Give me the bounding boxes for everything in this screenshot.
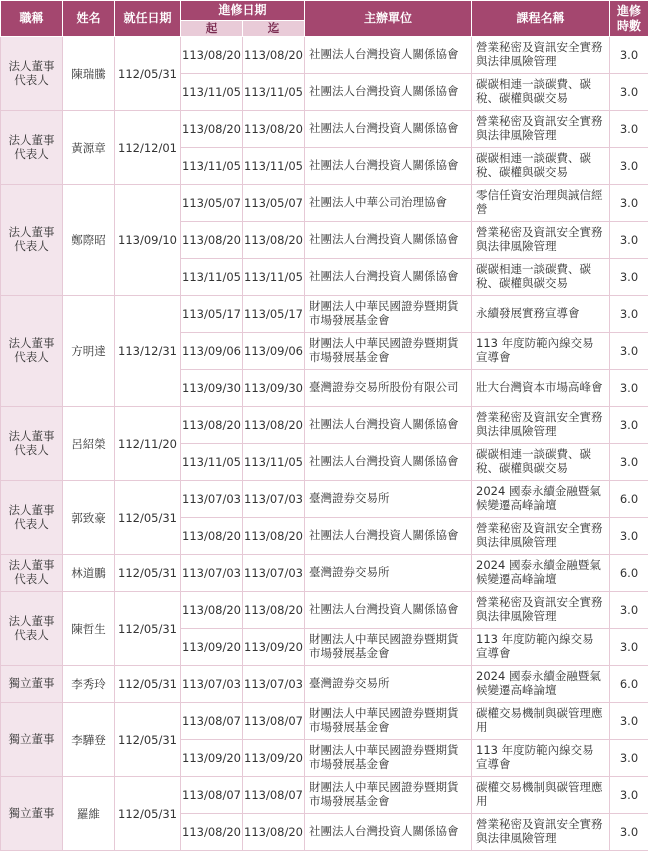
hours-cell: 3.0 bbox=[610, 444, 648, 481]
course-cell: 碳碳相連一談碳費、碳稅、碳權與碳交易 bbox=[472, 74, 610, 111]
appointed-date-cell: 112/05/31 bbox=[115, 37, 181, 111]
position-cell: 法人董事 代表人 bbox=[1, 111, 63, 185]
organizer-cell: 社團法人台灣投資人關係協會 bbox=[305, 111, 472, 148]
end-date-cell: 113/08/07 bbox=[243, 703, 305, 740]
course-cell: 營業秘密及資訊安全實務與法律風險管理 bbox=[472, 222, 610, 259]
director-name-cell: 林道鵬 bbox=[63, 555, 115, 592]
hours-cell: 3.0 bbox=[610, 740, 648, 777]
course-cell: 碳碳相連一談碳費、碳稅、碳權與碳交易 bbox=[472, 444, 610, 481]
position-cell: 法人董事 代表人 bbox=[1, 481, 63, 555]
end-date-cell: 113/09/20 bbox=[243, 629, 305, 666]
course-cell: 2024 國泰永續金融暨氣候變遷高峰論壇 bbox=[472, 666, 610, 703]
appointed-date-cell: 113/12/31 bbox=[115, 296, 181, 407]
end-date-cell: 113/07/03 bbox=[243, 666, 305, 703]
organizer-cell: 社團法人台灣投資人關係協會 bbox=[305, 814, 472, 851]
hours-cell: 6.0 bbox=[610, 555, 648, 592]
header-name: 姓名 bbox=[63, 1, 115, 37]
director-name-cell: 李驊登 bbox=[63, 703, 115, 777]
table-row bbox=[1, 407, 648, 444]
director-name-cell: 陳瑞騰 bbox=[63, 37, 115, 111]
end-date-cell: 113/09/30 bbox=[243, 370, 305, 407]
director-name-cell: 方明達 bbox=[63, 296, 115, 407]
hours-cell: 3.0 bbox=[610, 592, 648, 629]
start-date-cell: 113/11/05 bbox=[181, 148, 243, 185]
organizer-cell: 社團法人台灣投資人關係協會 bbox=[305, 259, 472, 296]
organizer-cell: 財團法人中華民國證券暨期貨市場發展基金會 bbox=[305, 629, 472, 666]
organizer-cell: 社團法人台灣投資人關係協會 bbox=[305, 222, 472, 259]
organizer-cell: 社團法人台灣投資人關係協會 bbox=[305, 37, 472, 74]
hours-cell: 3.0 bbox=[610, 37, 648, 74]
appointed-date-cell: 113/09/10 bbox=[115, 185, 181, 296]
table-row bbox=[1, 185, 648, 222]
course-cell: 營業秘密及資訊安全實務與法律風險管理 bbox=[472, 407, 610, 444]
start-date-cell: 113/08/07 bbox=[181, 703, 243, 740]
table-row bbox=[1, 592, 648, 629]
position-cell: 法人董事 代表人 bbox=[1, 296, 63, 407]
start-date-cell: 113/11/05 bbox=[181, 259, 243, 296]
hours-cell: 3.0 bbox=[610, 629, 648, 666]
course-cell: 113 年度防範內線交易宣導會 bbox=[472, 740, 610, 777]
header-hours: 進修 時數 bbox=[610, 1, 648, 37]
organizer-cell: 財團法人中華民國證券暨期貨市場發展基金會 bbox=[305, 740, 472, 777]
hours-cell: 3.0 bbox=[610, 222, 648, 259]
end-date-cell: 113/08/20 bbox=[243, 592, 305, 629]
table-row bbox=[1, 37, 648, 74]
appointed-date-cell: 112/12/01 bbox=[115, 111, 181, 185]
end-date-cell: 113/08/20 bbox=[243, 111, 305, 148]
end-date-cell: 113/11/05 bbox=[243, 259, 305, 296]
position-cell: 法人董事 代表人 bbox=[1, 37, 63, 111]
end-date-cell: 113/08/20 bbox=[243, 407, 305, 444]
end-date-cell: 113/11/05 bbox=[243, 74, 305, 111]
hours-cell: 3.0 bbox=[610, 333, 648, 370]
header-training-period: 進修日期 bbox=[181, 1, 305, 21]
appointed-date-cell: 112/11/20 bbox=[115, 407, 181, 481]
position-cell: 法人董事 代表人 bbox=[1, 555, 63, 592]
start-date-cell: 113/08/20 bbox=[181, 592, 243, 629]
table-row bbox=[1, 703, 648, 740]
appointed-date-cell: 112/05/31 bbox=[115, 555, 181, 592]
start-date-cell: 113/08/20 bbox=[181, 518, 243, 555]
end-date-cell: 113/11/05 bbox=[243, 444, 305, 481]
director-name-cell: 郭致豪 bbox=[63, 481, 115, 555]
table-row bbox=[1, 777, 648, 814]
hours-cell: 3.0 bbox=[610, 185, 648, 222]
hours-cell: 3.0 bbox=[610, 74, 648, 111]
appointed-date-cell: 112/05/31 bbox=[115, 777, 181, 851]
position-cell: 獨立董事 bbox=[1, 666, 63, 703]
organizer-cell: 臺灣證券交易所股份有限公司 bbox=[305, 370, 472, 407]
hours-cell: 6.0 bbox=[610, 666, 648, 703]
end-date-cell: 113/08/20 bbox=[243, 222, 305, 259]
organizer-cell: 社團法人台灣投資人關係協會 bbox=[305, 592, 472, 629]
course-cell: 營業秘密及資訊安全實務與法律風險管理 bbox=[472, 592, 610, 629]
start-date-cell: 113/11/05 bbox=[181, 444, 243, 481]
course-cell: 零信任資安治理與誠信經營 bbox=[472, 185, 610, 222]
header-position: 職稱 bbox=[1, 1, 63, 37]
course-cell: 碳權交易機制與碳管理應用 bbox=[472, 777, 610, 814]
appointed-date-cell: 112/05/31 bbox=[115, 666, 181, 703]
appointed-date-cell: 112/05/31 bbox=[115, 703, 181, 777]
course-cell: 營業秘密及資訊安全實務與法律風險管理 bbox=[472, 518, 610, 555]
end-date-cell: 113/05/17 bbox=[243, 296, 305, 333]
table-row bbox=[1, 555, 648, 592]
course-cell: 營業秘密及資訊安全實務與法律風險管理 bbox=[472, 37, 610, 74]
table-header bbox=[1, 1, 648, 37]
end-date-cell: 113/07/03 bbox=[243, 555, 305, 592]
organizer-cell: 社團法人台灣投資人關係協會 bbox=[305, 407, 472, 444]
end-date-cell: 113/07/03 bbox=[243, 481, 305, 518]
hours-cell: 3.0 bbox=[610, 814, 648, 851]
end-date-cell: 113/09/20 bbox=[243, 740, 305, 777]
appointed-date-cell: 112/05/31 bbox=[115, 481, 181, 555]
course-cell: 113 年度防範內線交易宣導會 bbox=[472, 629, 610, 666]
table-row bbox=[1, 666, 648, 703]
director-name-cell: 呂紹榮 bbox=[63, 407, 115, 481]
course-cell: 壯大台灣資本市場高峰會 bbox=[472, 370, 610, 407]
appointed-date-cell: 112/05/31 bbox=[115, 592, 181, 666]
start-date-cell: 113/05/17 bbox=[181, 296, 243, 333]
hours-cell: 6.0 bbox=[610, 481, 648, 518]
hours-cell: 3.0 bbox=[610, 703, 648, 740]
position-cell: 法人董事 代表人 bbox=[1, 185, 63, 296]
start-date-cell: 113/08/20 bbox=[181, 407, 243, 444]
start-date-cell: 113/07/03 bbox=[181, 666, 243, 703]
hours-cell: 3.0 bbox=[610, 111, 648, 148]
table-row bbox=[1, 111, 648, 148]
director-name-cell: 羅維 bbox=[63, 777, 115, 851]
start-date-cell: 113/08/20 bbox=[181, 814, 243, 851]
end-date-cell: 113/05/07 bbox=[243, 185, 305, 222]
organizer-cell: 社團法人台灣投資人關係協會 bbox=[305, 444, 472, 481]
end-date-cell: 113/09/06 bbox=[243, 333, 305, 370]
course-cell: 2024 國泰永續金融暨氣候變遷高峰論壇 bbox=[472, 481, 610, 518]
header-end: 迄 bbox=[243, 21, 305, 37]
hours-cell: 3.0 bbox=[610, 518, 648, 555]
director-name-cell: 黃源章 bbox=[63, 111, 115, 185]
end-date-cell: 113/08/20 bbox=[243, 37, 305, 74]
course-cell: 營業秘密及資訊安全實務與法律風險管理 bbox=[472, 111, 610, 148]
header-course: 課程名稱 bbox=[472, 1, 610, 37]
hours-cell: 3.0 bbox=[610, 148, 648, 185]
hours-cell: 3.0 bbox=[610, 259, 648, 296]
table-row bbox=[1, 296, 648, 333]
start-date-cell: 113/09/06 bbox=[181, 333, 243, 370]
position-cell: 獨立董事 bbox=[1, 777, 63, 851]
start-date-cell: 113/08/20 bbox=[181, 222, 243, 259]
header-appointed-date: 就任日期 bbox=[115, 1, 181, 37]
position-cell: 獨立董事 bbox=[1, 703, 63, 777]
start-date-cell: 113/09/30 bbox=[181, 370, 243, 407]
start-date-cell: 113/08/07 bbox=[181, 777, 243, 814]
director-name-cell: 陳哲生 bbox=[63, 592, 115, 666]
start-date-cell: 113/11/05 bbox=[181, 74, 243, 111]
start-date-cell: 113/09/20 bbox=[181, 740, 243, 777]
position-cell: 法人董事 代表人 bbox=[1, 407, 63, 481]
organizer-cell: 財團法人中華民國證券暨期貨市場發展基金會 bbox=[305, 333, 472, 370]
table-row bbox=[1, 481, 648, 518]
start-date-cell: 113/08/20 bbox=[181, 111, 243, 148]
course-cell: 碳碳相連一談碳費、碳稅、碳權與碳交易 bbox=[472, 148, 610, 185]
course-cell: 永續發展實務宣導會 bbox=[472, 296, 610, 333]
header-start: 起 bbox=[181, 21, 243, 37]
header-organizer: 主辦單位 bbox=[305, 1, 472, 37]
organizer-cell: 臺灣證券交易所 bbox=[305, 555, 472, 592]
course-cell: 2024 國泰永續金融暨氣候變遷高峰論壇 bbox=[472, 555, 610, 592]
organizer-cell: 社團法人台灣投資人關係協會 bbox=[305, 148, 472, 185]
organizer-cell: 財團法人中華民國證券暨期貨市場發展基金會 bbox=[305, 296, 472, 333]
organizer-cell: 財團法人中華民國證券暨期貨市場發展基金會 bbox=[305, 703, 472, 740]
end-date-cell: 113/11/05 bbox=[243, 148, 305, 185]
organizer-cell: 社團法人台灣投資人關係協會 bbox=[305, 518, 472, 555]
hours-cell: 3.0 bbox=[610, 370, 648, 407]
hours-cell: 3.0 bbox=[610, 407, 648, 444]
organizer-cell: 臺灣證券交易所 bbox=[305, 666, 472, 703]
organizer-cell: 財團法人中華民國證券暨期貨市場發展基金會 bbox=[305, 777, 472, 814]
start-date-cell: 113/05/07 bbox=[181, 185, 243, 222]
organizer-cell: 社團法人中華公司治理協會 bbox=[305, 185, 472, 222]
position-cell: 法人董事 代表人 bbox=[1, 592, 63, 666]
table-body bbox=[1, 37, 648, 851]
hours-cell: 3.0 bbox=[610, 777, 648, 814]
course-cell: 碳權交易機制與碳管理應用 bbox=[472, 703, 610, 740]
director-name-cell: 鄭際昭 bbox=[63, 185, 115, 296]
end-date-cell: 113/08/20 bbox=[243, 518, 305, 555]
course-cell: 碳碳相連一談碳費、碳稅、碳權與碳交易 bbox=[472, 259, 610, 296]
course-cell: 113 年度防範內線交易宣導會 bbox=[472, 333, 610, 370]
start-date-cell: 113/07/03 bbox=[181, 481, 243, 518]
start-date-cell: 113/09/20 bbox=[181, 629, 243, 666]
start-date-cell: 113/08/20 bbox=[181, 37, 243, 74]
course-cell: 營業秘密及資訊安全實務與法律風險管理 bbox=[472, 814, 610, 851]
organizer-cell: 社團法人台灣投資人關係協會 bbox=[305, 74, 472, 111]
organizer-cell: 臺灣證券交易所 bbox=[305, 481, 472, 518]
hours-cell: 3.0 bbox=[610, 296, 648, 333]
start-date-cell: 113/07/03 bbox=[181, 555, 243, 592]
end-date-cell: 113/08/07 bbox=[243, 777, 305, 814]
director-name-cell: 李秀玲 bbox=[63, 666, 115, 703]
end-date-cell: 113/08/20 bbox=[243, 814, 305, 851]
